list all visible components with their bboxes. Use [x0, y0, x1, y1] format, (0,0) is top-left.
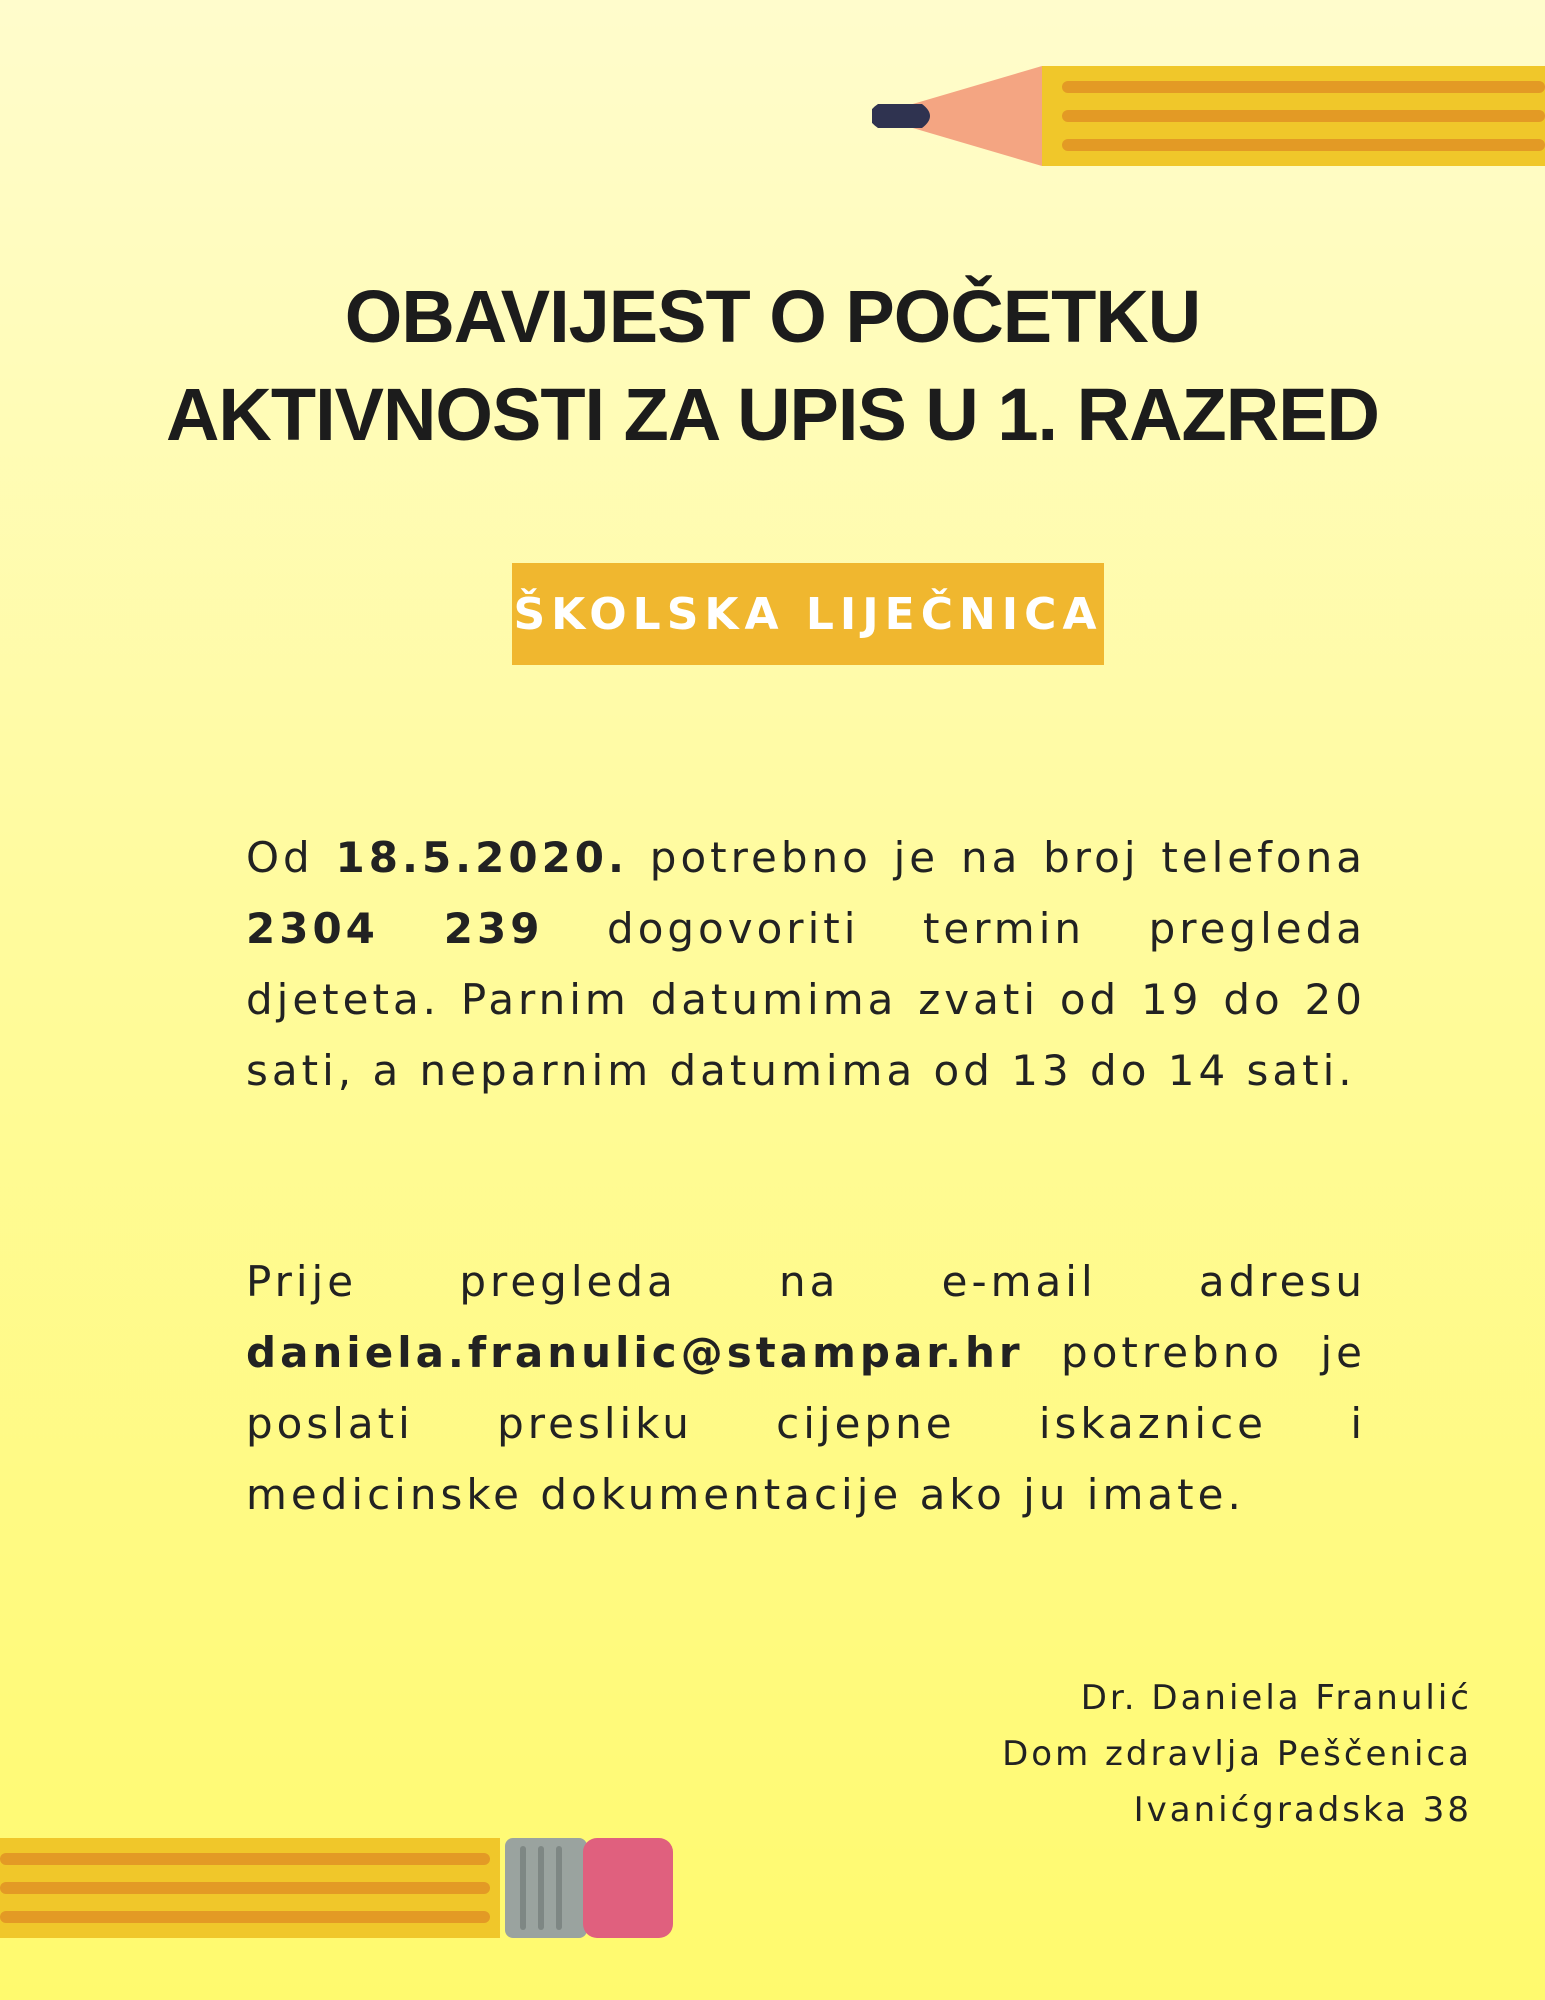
email-address: daniela.franulic@stampar.hr	[246, 1328, 1024, 1377]
title-line-1: OBAVIJEST O POČETKU	[344, 275, 1201, 358]
date-highlight: 18.5.2020.	[335, 833, 628, 882]
ferrule-groove	[538, 1846, 544, 1930]
pencil-stripe	[0, 1882, 490, 1894]
signature-name: Dr. Daniela Franulić	[1080, 1678, 1472, 1718]
ferrule-groove	[520, 1846, 526, 1930]
text-segment: dogovoriti termin pregleda djeteta. Parnim datumima zvati od 19 do 20 sati, a neparnim datumima od 13 do 14 sati.	[246, 904, 1367, 1095]
pencil-stripe	[1062, 81, 1545, 93]
pencil-lead-tip	[872, 104, 930, 128]
text-segment: potrebno je poslati presliku cijepne iskaznice i medicinske dokumentacije ako ju imate.	[246, 1328, 1366, 1519]
signature-institution: Dom zdravlja Peščenica	[1002, 1734, 1472, 1774]
pencil-stripe	[1062, 110, 1545, 122]
pencil-top-illustration	[872, 64, 1545, 168]
page-title	[0, 268, 1545, 464]
pencil-bottom-illustration	[0, 1836, 680, 1940]
paragraph-documents	[246, 1246, 1366, 1530]
phone-number: 2304 239	[246, 904, 544, 953]
section-tag: ŠKOLSKA LIJEČNICA	[512, 563, 1104, 665]
text-segment: potrebno je na broj telefona	[627, 833, 1366, 882]
pencil-ferrule	[505, 1838, 587, 1938]
text-segment: Od	[246, 833, 336, 882]
pencil-stripe	[0, 1853, 490, 1865]
signature-block	[772, 1670, 1472, 1838]
pencil-stripe	[1062, 139, 1545, 151]
signature-address: Ivanićgradska 38	[1133, 1790, 1472, 1830]
text-segment: Prije pregleda na e-mail adresu	[246, 1257, 1366, 1306]
title-line-2: AKTIVNOSTI ZA UPIS U 1. RAZRED	[165, 373, 1379, 456]
paragraph-appointment	[246, 822, 1366, 1106]
ferrule-groove	[556, 1846, 562, 1930]
pencil-stripe	[0, 1911, 490, 1923]
pencil-eraser	[583, 1838, 673, 1938]
